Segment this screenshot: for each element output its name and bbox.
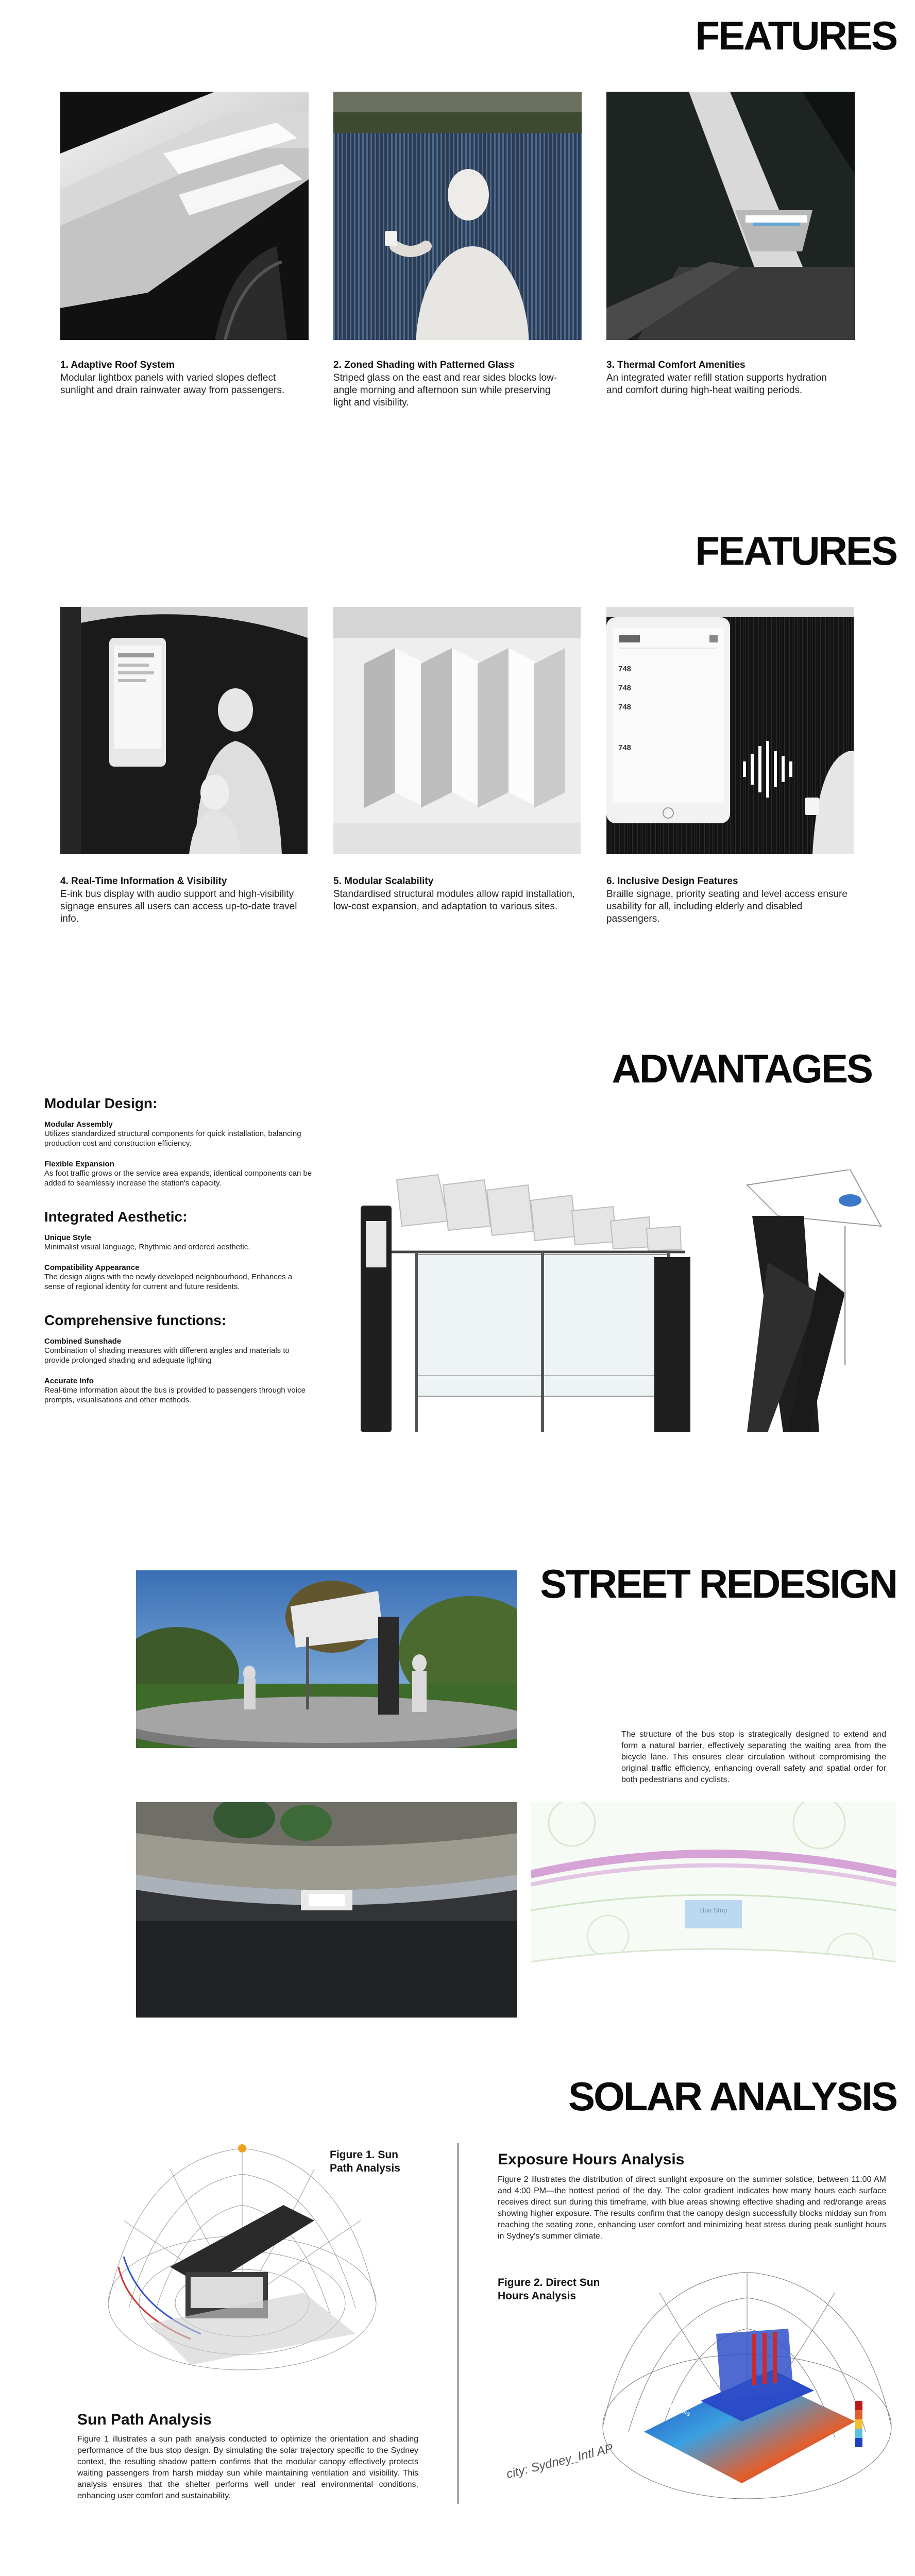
street-redesign-title: STREET REDESIGN	[540, 1561, 896, 1606]
display-row: 748	[618, 703, 632, 711]
adv-item-sub: Flexible Expansion	[44, 1160, 114, 1168]
features-1-title: FEATURES	[695, 13, 896, 58]
adv-item-text: Real-time information about the bus is provided to passengers through voice prompts, visualisations and other methods.	[44, 1386, 306, 1404]
street-description: The structure of the bus stop is strategically designed to extend and form a natural barrier, effectively separating the waiting area from the bicycle lane. This ensures clear circulation without compromising the original traffic efficiency, enhancing overall safety and spatial order for both pedestrians and cyclists.	[621, 1730, 886, 1784]
feature-6-title: 6. Inclusive Design Features	[606, 876, 738, 887]
sun-hours-diagram	[587, 2272, 907, 2514]
exposure-heading: Exposure Hours Analysis	[498, 2151, 685, 2168]
adv-item-sub: Compatibility Appearance	[44, 1263, 140, 1272]
feature-6-text: Braille signage, priority seating and level access ensure usability for all, including elderly and disabled passengers.	[606, 889, 848, 924]
bus-stop-elevation-image	[355, 1170, 891, 1437]
feature-5-text: Standardised structural modules allow rapid installation, low-cost expansion, and adaptation to various sites.	[333, 889, 575, 912]
feature-3-text: An integrated water refill station supports hydration and comfort during high-heat waiting periods.	[606, 372, 827, 396]
solar-divider	[458, 2143, 459, 2504]
realtime-display-image	[60, 607, 308, 854]
adv-group-3-heading: Comprehensive functions:	[44, 1312, 227, 1328]
adv-item-text: As foot traffic grows or the service area expands, identical components can be added to seamlessly increase the station's capacity.	[44, 1169, 312, 1188]
feature-2-title: 2. Zoned Shading with Patterned Glass	[333, 360, 515, 370]
exposure-text: Figure 2 illustrates the distribution of direct sunlight exposure on the summer solstice, between 11:00 AM and 4:00 PM—the hottest period of the day. The color gradient indicates how many hours each surface receives direct sun during this timeframe, with blue areas showing effective shading and red/orange areas showing higher exposure. The results confirm that the canopy design successfully blocks midday sun from reaching the seating zone, enhancing user comfort and minimizing heat stress during peak sunlight hours in Sydney's summer climate.	[498, 2175, 886, 2241]
display-board	[618, 665, 721, 752]
advantages-column	[44, 1095, 312, 1405]
sun-hours-city-caption: city: Sydney_Intl AP	[505, 2441, 615, 2482]
adv-group-1-heading: Modular Design:	[44, 1095, 158, 1111]
display-row: 748	[618, 743, 632, 752]
feature-4-title: 4. Real-Time Information & Visibility	[60, 876, 227, 887]
figure-1-label: Figure 1. Sun Path Analysis	[330, 2149, 400, 2174]
feature-3-title: 3. Thermal Comfort Amenities	[606, 360, 745, 370]
sun-path-heading: Sun Path Analysis	[77, 2411, 212, 2428]
adv-item-text: Combination of shading measures with different angles and materials to provide prolonged shading and adequate lighting	[44, 1346, 290, 1365]
adv-item-text: The design aligns with the newly developed neighbourhood, Enhances a sense of regional identity for current and future residents.	[44, 1273, 293, 1291]
plan-bus-stop-label: Bus Stop	[700, 1906, 727, 1914]
adv-item-text: Utilizes standardized structural components for quick installation, balancing production cost and construction efficiency.	[44, 1129, 301, 1148]
adv-item-sub: Combined Sunshade	[44, 1337, 122, 1346]
sun-path-text: Figure 1 illustrates a sun path analysis conducted to optimize the orientation and shading performance of the bus stop design. By simulating the solar trajectory specific to the Sydney context, the resulting shadow pattern confirms that the modular canopy effectively protects waiting passengers from harsh midday sun while maintaining ventilation and visibility. This analysis ensures that the shelter performs well under real environmental conditions, enhancing user comfort and sustainability.	[77, 2435, 418, 2500]
adv-item-text: Minimalist visual language, Rhythmic and ordered aesthetic.	[44, 1243, 250, 1251]
display-row: 748	[618, 684, 632, 692]
street-perspective-image	[136, 1570, 517, 1748]
modular-panels-image	[333, 607, 581, 854]
street-aerial-image	[136, 1802, 517, 2018]
patterned-glass-image	[333, 92, 582, 340]
sun-hours-axis-label: Direct Sun Hours	[646, 2391, 692, 2418]
adv-item-sub: Accurate Info	[44, 1377, 94, 1385]
feature-1-text: Modular lightbox panels with varied slopes deflect sunlight and drain rainwater away from passengers.	[60, 372, 285, 396]
advantages-title: ADVANTAGES	[612, 1046, 872, 1091]
feature-4-text: E-ink bus display with audio support and high-visibility signage ensures all users can access up-to-date travel info.	[60, 889, 297, 924]
features-2-title: FEATURES	[695, 528, 896, 573]
adv-group-2-heading: Integrated Aesthetic:	[44, 1209, 188, 1225]
solar-analysis-title: SOLAR ANALYSIS	[568, 2074, 896, 2119]
water-refill-image	[606, 92, 855, 340]
feature-2-text: Striped glass on the east and rear sides blocks low-angle morning and afternoon sun while preserving light and visibility.	[333, 372, 557, 408]
adv-item-sub: Unique Style	[44, 1233, 91, 1242]
feature-1-title: 1. Adaptive Roof System	[60, 360, 175, 370]
feature-5-title: 5. Modular Scalability	[333, 876, 434, 887]
roof-system-image	[60, 92, 309, 340]
figure-2-label: Figure 2. Direct Sun Hours Analysis	[498, 2277, 600, 2302]
display-row: 748	[618, 665, 632, 673]
adv-item-sub: Modular Assembly	[44, 1120, 113, 1129]
